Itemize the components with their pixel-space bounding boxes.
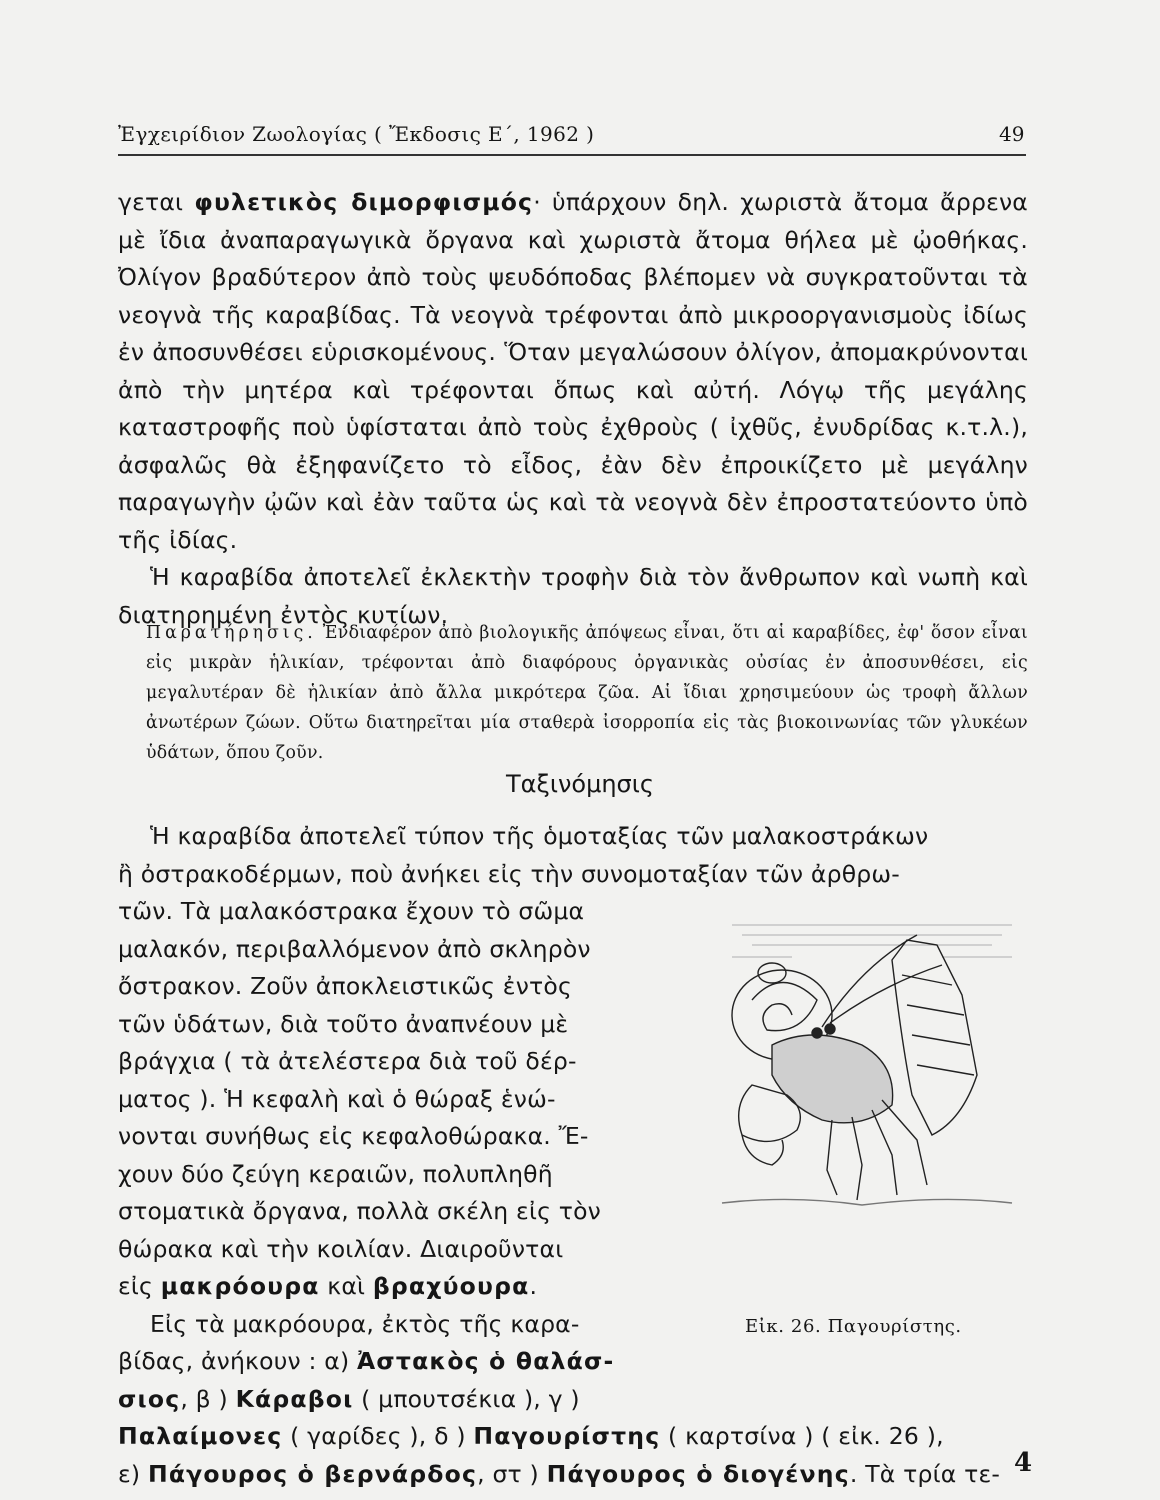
- note-label: Παρατήρησις.: [146, 623, 317, 643]
- term-palaimones: Παλαίμονες: [118, 1422, 283, 1450]
- page-number: 49: [999, 122, 1025, 146]
- term-brachyura: βραχύουρα: [372, 1272, 530, 1300]
- text-run: , στ ): [477, 1459, 547, 1488]
- text-line: ὄστρακον. Ζοῦν ἀποκλειστικῶς ἐντὸς: [118, 972, 572, 1000]
- text-run: ( καρτσίνα ) ( εἰκ. 26 ),: [660, 1422, 944, 1450]
- text-line: [118, 1268, 638, 1306]
- text-run: ( γαρίδες ), δ ): [282, 1422, 474, 1450]
- text-run: εἰς: [118, 1272, 161, 1300]
- term-astakos-end: σιος: [118, 1384, 181, 1413]
- figure-caption: Εἰκ. 26. Παγουρίστης.: [745, 1316, 962, 1337]
- observation-note: [146, 618, 1028, 768]
- text-run: γεται: [118, 188, 195, 216]
- term-dimorphism: φυλετικὸς διμορφισμός: [194, 188, 534, 216]
- section-heading: Ταξινόμησις: [506, 770, 654, 798]
- term-pagouristis: Παγουρίστης: [473, 1422, 661, 1450]
- term-karavoi: Κάραβοι: [235, 1384, 354, 1413]
- text-line: [118, 1418, 1028, 1456]
- text-line: [118, 1456, 1028, 1494]
- text-line: [118, 1343, 638, 1381]
- text-run: .: [529, 1272, 538, 1300]
- paragraph-food-use: Ἡ καραβίδα ἀποτελεῖ ἐκλεκτὴν τροφὴν διὰ τὸν ἄνθρωπον καὶ νωπὴ καὶ διατηρημένη ἐντὸς κυτίων.: [118, 563, 1028, 629]
- main-text: [118, 184, 1028, 634]
- text-line: ματος ). Ἡ κεφαλὴ καὶ ὁ θώραξ ἑνώ-: [118, 1084, 556, 1113]
- text-line: στοματικὰ ὄργανα, πολλὰ σκέλη εἰς τὸν: [118, 1197, 602, 1225]
- hermit-crab-drawing: [712, 905, 1022, 1215]
- text-line: θώρακα καὶ τὴν κοιλίαν. Διαιροῦνται: [118, 1234, 564, 1263]
- text-run: ( μπουτσέκια ), γ ): [353, 1384, 580, 1413]
- text-line: τῶν. Τὰ μαλακόστρακα ἔχουν τὸ σῶμα: [118, 897, 585, 925]
- text-line: νονται συνήθως εἰς κεφαλοθώρακα. Ἔ-: [118, 1122, 589, 1150]
- hermit-crab-illustration: [712, 905, 1022, 1215]
- text-line: [118, 1381, 638, 1419]
- paragraph-dimorphism: [118, 184, 1028, 559]
- term-macrura: μακρόουρα: [160, 1272, 320, 1300]
- text-line: βράγχια ( τὰ ἀτελέστερα διὰ τοῦ δέρ-: [118, 1047, 577, 1075]
- term-pagouros-diogenis: Πάγουρος ὁ διογένης: [546, 1459, 850, 1488]
- term-astakos: Ἀστακὸς ὁ θαλάσ-: [357, 1347, 615, 1375]
- text-line: Ἡ καραβίδα ἀποτελεῖ τύπον τῆς ὁμοταξίας τῶν μαλακοστράκων: [150, 822, 929, 850]
- text-line: Εἰς τὰ μακρόουρα, ἐκτὸς τῆς καρα-: [150, 1309, 580, 1338]
- signature-mark: 4: [1014, 1448, 1033, 1478]
- text-line: μαλακόν, περιβαλλόμενον ἀπὸ σκληρὸν: [118, 934, 591, 963]
- note-text: Ἐνδιαφέρον ἀπὸ βιολογικῆς ἀπόψεως εἶναι, ὅτι αἱ καραβίδες, ἐφ' ὅσον εἶναι εἰς μικρὰν ἡλικίαν, τρέφονται ἀπὸ διαφόρους ὀργανικὰς οὐσίας ἐν ἀποσυνθέσει, εἰς μεγαλυτέραν δὲ ἡλικίαν ἀπὸ ἄλλα μικρότερα ζῶα. Αἱ ἴδιαι χρησιμεύουν ὡς τροφὴ ἄλλων ἀνωτέρων ζώων. Οὕτω διατηρεῖται μία σταθερὰ ἰσορροπία εἰς τὰς βιοκοινωνίας τῶν γλυκέων ὑδάτων, ὅπου ζοῦν.: [146, 623, 1028, 763]
- text-run: · ὑπάρχουν δηλ. χωριστὰ ἄτομα ἄρρενα μὲ ἴδια ἀναπαραγωγικὰ ὄργανα καὶ χωριστὰ ἄτομα θήλεα μὲ ᾠοθήκας. Ὀλίγον βραδύτερον ἀπὸ τοὺς ψευδόποδας βλέπομεν νὰ συγκρατοῦνται τὰ νεογνὰ τῆς καραβίδας. Τὰ νεογνὰ τρέφονται ἀπὸ μικροοργανισμοὺς ἰδίως ἐν ἀποσυνθέσει εὑρισκομένους. Ὅταν μεγαλώσουν ὀλίγον, ἀπομακρύνονται ἀπὸ τὴν μητέρα καὶ τρέφονται ὅπως καὶ αὐτή. Λόγῳ τῆς μεγάλης καταστροφῆς ποὺ ὑφίσταται ἀπὸ τοὺς ἐχθροὺς ( ἰχθῦς, ἐνυδρίδας κ.τ.λ.), ἀσφαλῶς θὰ ἐξηφανίζετο τὸ εἶδος, ἐὰν δὲν ἐπροικίζετο μὲ μεγάλην παραγωγὴν ᾠῶν καὶ ἐὰν ταῦτα ὡς καὶ τὰ νεογνὰ δὲν ἐπροστατεύοντο ὑπὸ τῆς ἰδίας.: [118, 188, 1029, 554]
- running-header: Ἐγχειρίδιον Ζωολογίας ( Ἔκδοσις Ε΄, 1962 ): [118, 122, 595, 146]
- text-line: χουν δύο ζεύγη κεραιῶν, πολυπληθῆ: [118, 1159, 553, 1188]
- text-run: , β ): [180, 1384, 236, 1413]
- header-rule: [118, 154, 1026, 156]
- text-run: καὶ: [319, 1272, 373, 1300]
- text-run: ε): [118, 1459, 148, 1488]
- text-run: . Τὰ τρία τε-: [849, 1459, 1001, 1488]
- text-run: βίδας, ἀνήκουν : α): [118, 1347, 357, 1375]
- text-line: ἢ ὀστρακοδέρμων, ποὺ ἀνήκει εἰς τὴν συνομοταξίαν τῶν ἀρθρω-: [118, 859, 900, 888]
- text-line: τῶν ὑδάτων, διὰ τοῦτο ἀναπνέουν μὲ: [118, 1009, 569, 1038]
- term-pagouros-bernardos: Πάγουρος ὁ βερνάρδος: [147, 1459, 478, 1488]
